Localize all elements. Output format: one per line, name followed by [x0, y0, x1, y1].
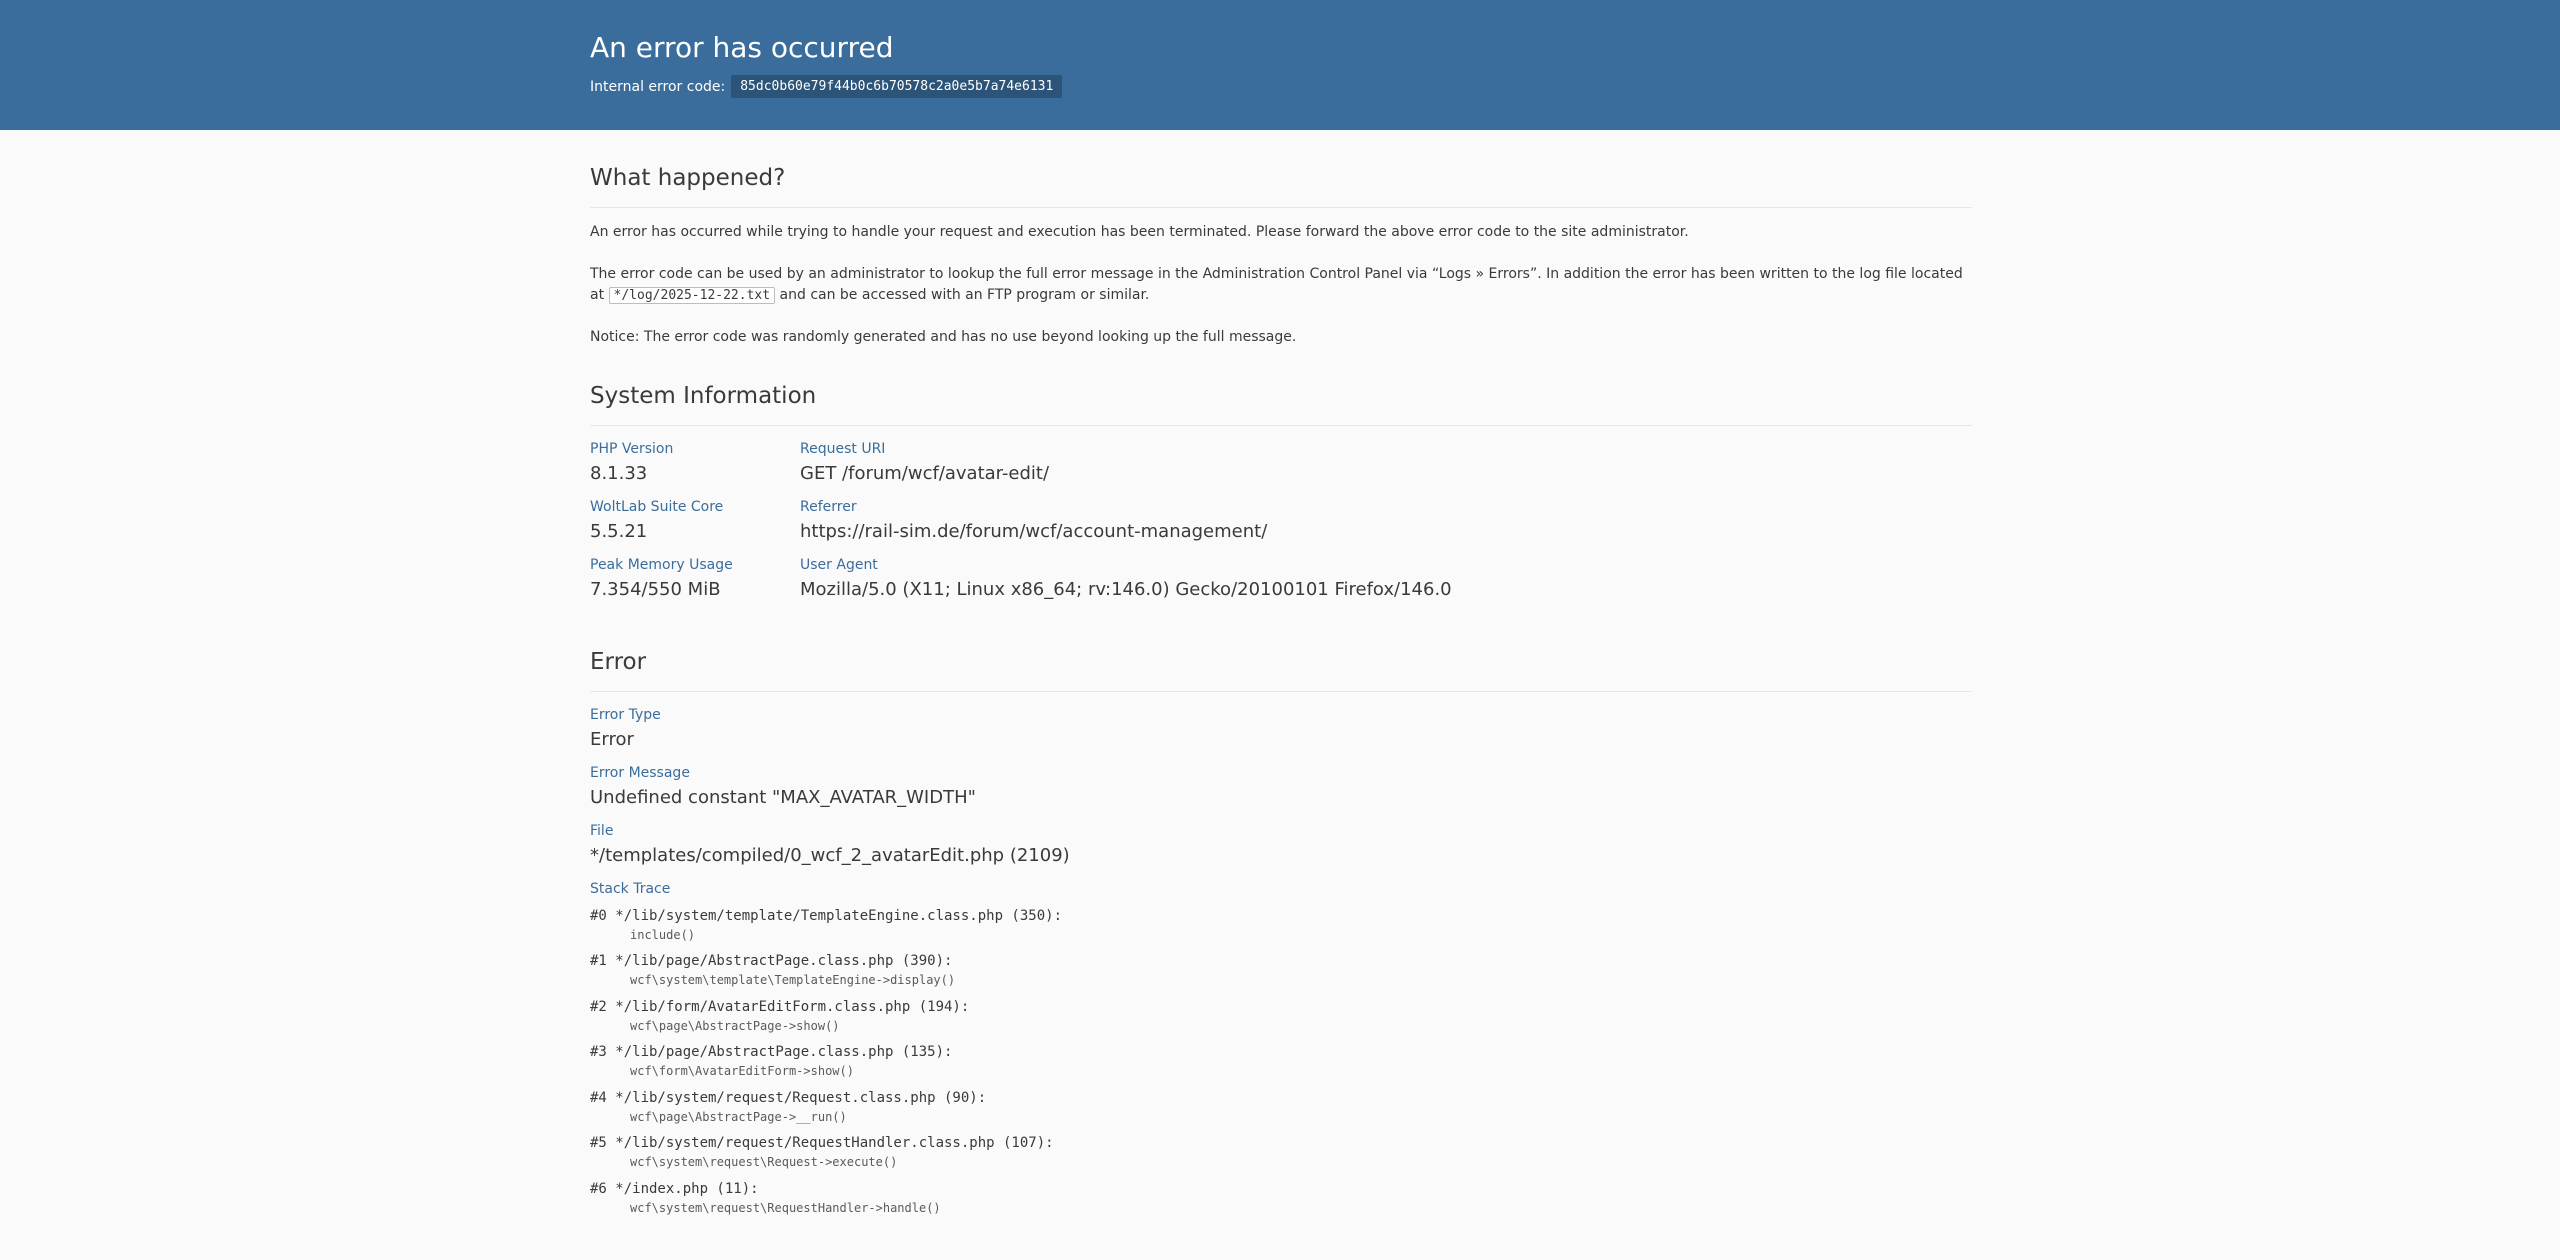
error-code-value: 85dc0b60e79f44b0c6b70578c2a0e5b7a74e6131 [731, 75, 1062, 98]
stack-frame [590, 908, 1062, 942]
what-happened-notice: Notice: The error code was randomly generated and has no use beyond looking up the full message. [590, 329, 1297, 345]
user-agent-value: Mozilla/5.0 (X11; Linux x86_64; rv:146.0) Gecko/20100101 Firefox/146.0 [800, 579, 1452, 600]
core-version-label: WoltLab Suite Core [590, 499, 724, 515]
peak-memory-value: 7.354/550 MiB [590, 579, 721, 600]
stack-frame [590, 953, 955, 987]
user-agent-label: User Agent [800, 557, 878, 573]
system-info-heading: System Information [590, 383, 1972, 426]
error-type-value: Error [590, 729, 634, 750]
request-uri-value: GET /forum/wcf/avatar-edit/ [800, 463, 1050, 484]
what-happened-heading: What happened? [590, 165, 1972, 208]
stack-frame-call: wcf\form\AvatarEditForm->show() [630, 1064, 854, 1078]
stack-trace-label: Stack Trace [590, 881, 671, 897]
p2-text-before: The error code can be used by an administrator to lookup the full error message in the Administration Control Panel via “Logs » Errors”. In addition the error has been written to the log file located at [590, 266, 1963, 303]
stack-frame [590, 1181, 941, 1215]
stack-frame [590, 999, 969, 1033]
stack-frame [590, 1044, 952, 1078]
stack-frame-location: #3 */lib/page/AbstractPage.class.php (135): [590, 1044, 953, 1060]
stack-frame-call: wcf\system\request\Request->execute() [630, 1155, 898, 1169]
request-uri-label: Request URI [800, 441, 886, 457]
error-heading: Error [590, 649, 1972, 692]
stack-frame-call: wcf\page\AbstractPage->show() [630, 1019, 840, 1033]
stack-frame-call: include() [630, 928, 696, 942]
core-version-value: 5.5.21 [590, 521, 648, 542]
error-message-label: Error Message [590, 765, 690, 781]
stack-frame-location: #0 */lib/system/template/TemplateEngine.class.php (350): [590, 908, 1063, 924]
file-value: */templates/compiled/0_wcf_2_avatarEdit.php (2109) [590, 845, 1070, 866]
stack-frame-location: #6 */index.php (11): [590, 1181, 759, 1197]
stack-frame-call: wcf\page\AbstractPage->__run() [630, 1110, 847, 1124]
error-code-row [590, 75, 1062, 98]
p2-text-after: and can be accessed with an FTP program or similar. [775, 287, 1150, 303]
stack-frame-call: wcf\system\template\TemplateEngine->display() [630, 973, 956, 987]
log-file-path: */log/2025-12-22.txt [609, 287, 776, 304]
file-label: File [590, 823, 614, 839]
referrer-label: Referrer [800, 499, 857, 515]
php-version-value: 8.1.33 [590, 463, 648, 484]
php-version-label: PHP Version [590, 441, 674, 457]
error-banner [0, 0, 2560, 130]
what-happened-p1: An error has occurred while trying to handle your request and execution has been terminated. Please forward the above error code to the site administrator. [590, 224, 1689, 240]
page-title: An error has occurred [590, 31, 894, 64]
stack-frame-location: #4 */lib/system/request/Request.class.php (90): [590, 1090, 987, 1106]
what-happened-p2 [590, 264, 1972, 306]
error-message-value: Undefined constant "MAX_AVATAR_WIDTH" [590, 787, 976, 808]
stack-frame [590, 1135, 1054, 1169]
referrer-value: https://rail-sim.de/forum/wcf/account-management/ [800, 521, 1268, 542]
stack-frame-location: #5 */lib/system/request/RequestHandler.class.php (107): [590, 1135, 1054, 1151]
error-code-label: Internal error code: [590, 78, 726, 95]
stack-frame-location: #2 */lib/form/AvatarEditForm.class.php (194): [590, 999, 970, 1015]
stack-frame [590, 1090, 986, 1124]
stack-frame-call: wcf\system\request\RequestHandler->handle() [630, 1201, 941, 1215]
peak-memory-label: Peak Memory Usage [590, 557, 733, 573]
stack-frame-location: #1 */lib/page/AbstractPage.class.php (390): [590, 953, 953, 969]
error-type-label: Error Type [590, 707, 661, 723]
